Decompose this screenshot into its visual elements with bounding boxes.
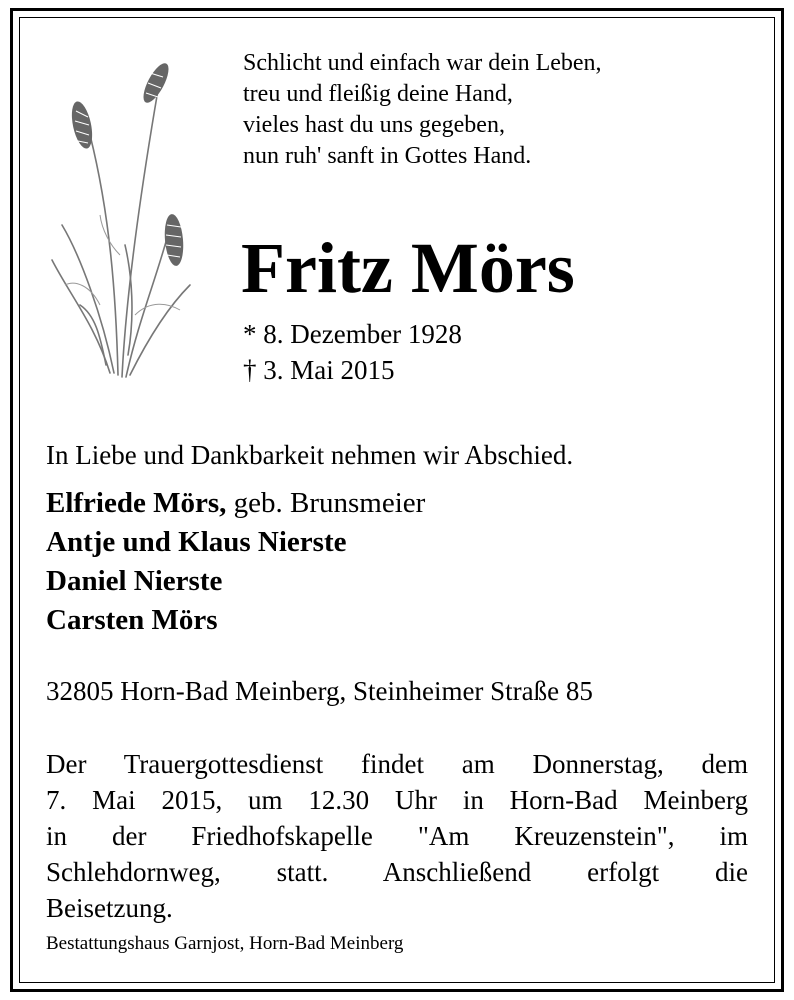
poem-line: vieles hast du uns gegeben, xyxy=(243,112,505,138)
mourner-name: Carsten Mörs xyxy=(46,604,218,636)
service-line: Der Trauergottesdienst findet am Donnerstag, dem xyxy=(46,749,748,779)
poem xyxy=(243,48,602,172)
service-announcement xyxy=(46,746,748,926)
service-line: in der Friedhofskapelle "Am Kreuzenstein", im xyxy=(46,821,748,851)
mourners-list xyxy=(46,484,425,640)
birth-date: * 8. Dezember 1928 xyxy=(243,319,462,349)
service-line: Schlehdornweg, statt. Anschließend erfolgt die xyxy=(46,857,748,887)
funeral-home: Bestattungshaus Garnjost, Horn-Bad Meinberg xyxy=(46,933,404,954)
service-line: Beisetzung. xyxy=(46,893,173,923)
mourner-line xyxy=(46,484,425,523)
farewell-text: In Liebe und Dankbarkeit nehmen wir Abschied. xyxy=(46,440,574,470)
poem-line: nun ruh' sanft in Gottes Hand. xyxy=(243,143,532,169)
mourner-name: Daniel Nierste xyxy=(46,565,223,597)
wheat-icon xyxy=(40,55,200,385)
poem-line: treu und fleißig deine Hand, xyxy=(243,81,513,107)
life-dates xyxy=(243,316,462,388)
poem-line: Schlicht und einfach war dein Leben, xyxy=(243,50,602,76)
service-line: 7. Mai 2015, um 12.30 Uhr in Horn-Bad Meinberg xyxy=(46,785,748,815)
mourner-name: Antje und Klaus Nierste xyxy=(46,526,347,558)
deceased-name: Fritz Mörs xyxy=(241,228,575,308)
mourner-name: Elfriede Mörs, xyxy=(46,487,227,519)
mourner-maiden-name: geb. Brunsmeier xyxy=(226,487,426,519)
address: 32805 Horn-Bad Meinberg, Steinheimer Straße 85 xyxy=(46,676,593,706)
death-date: † 3. Mai 2015 xyxy=(243,355,395,385)
